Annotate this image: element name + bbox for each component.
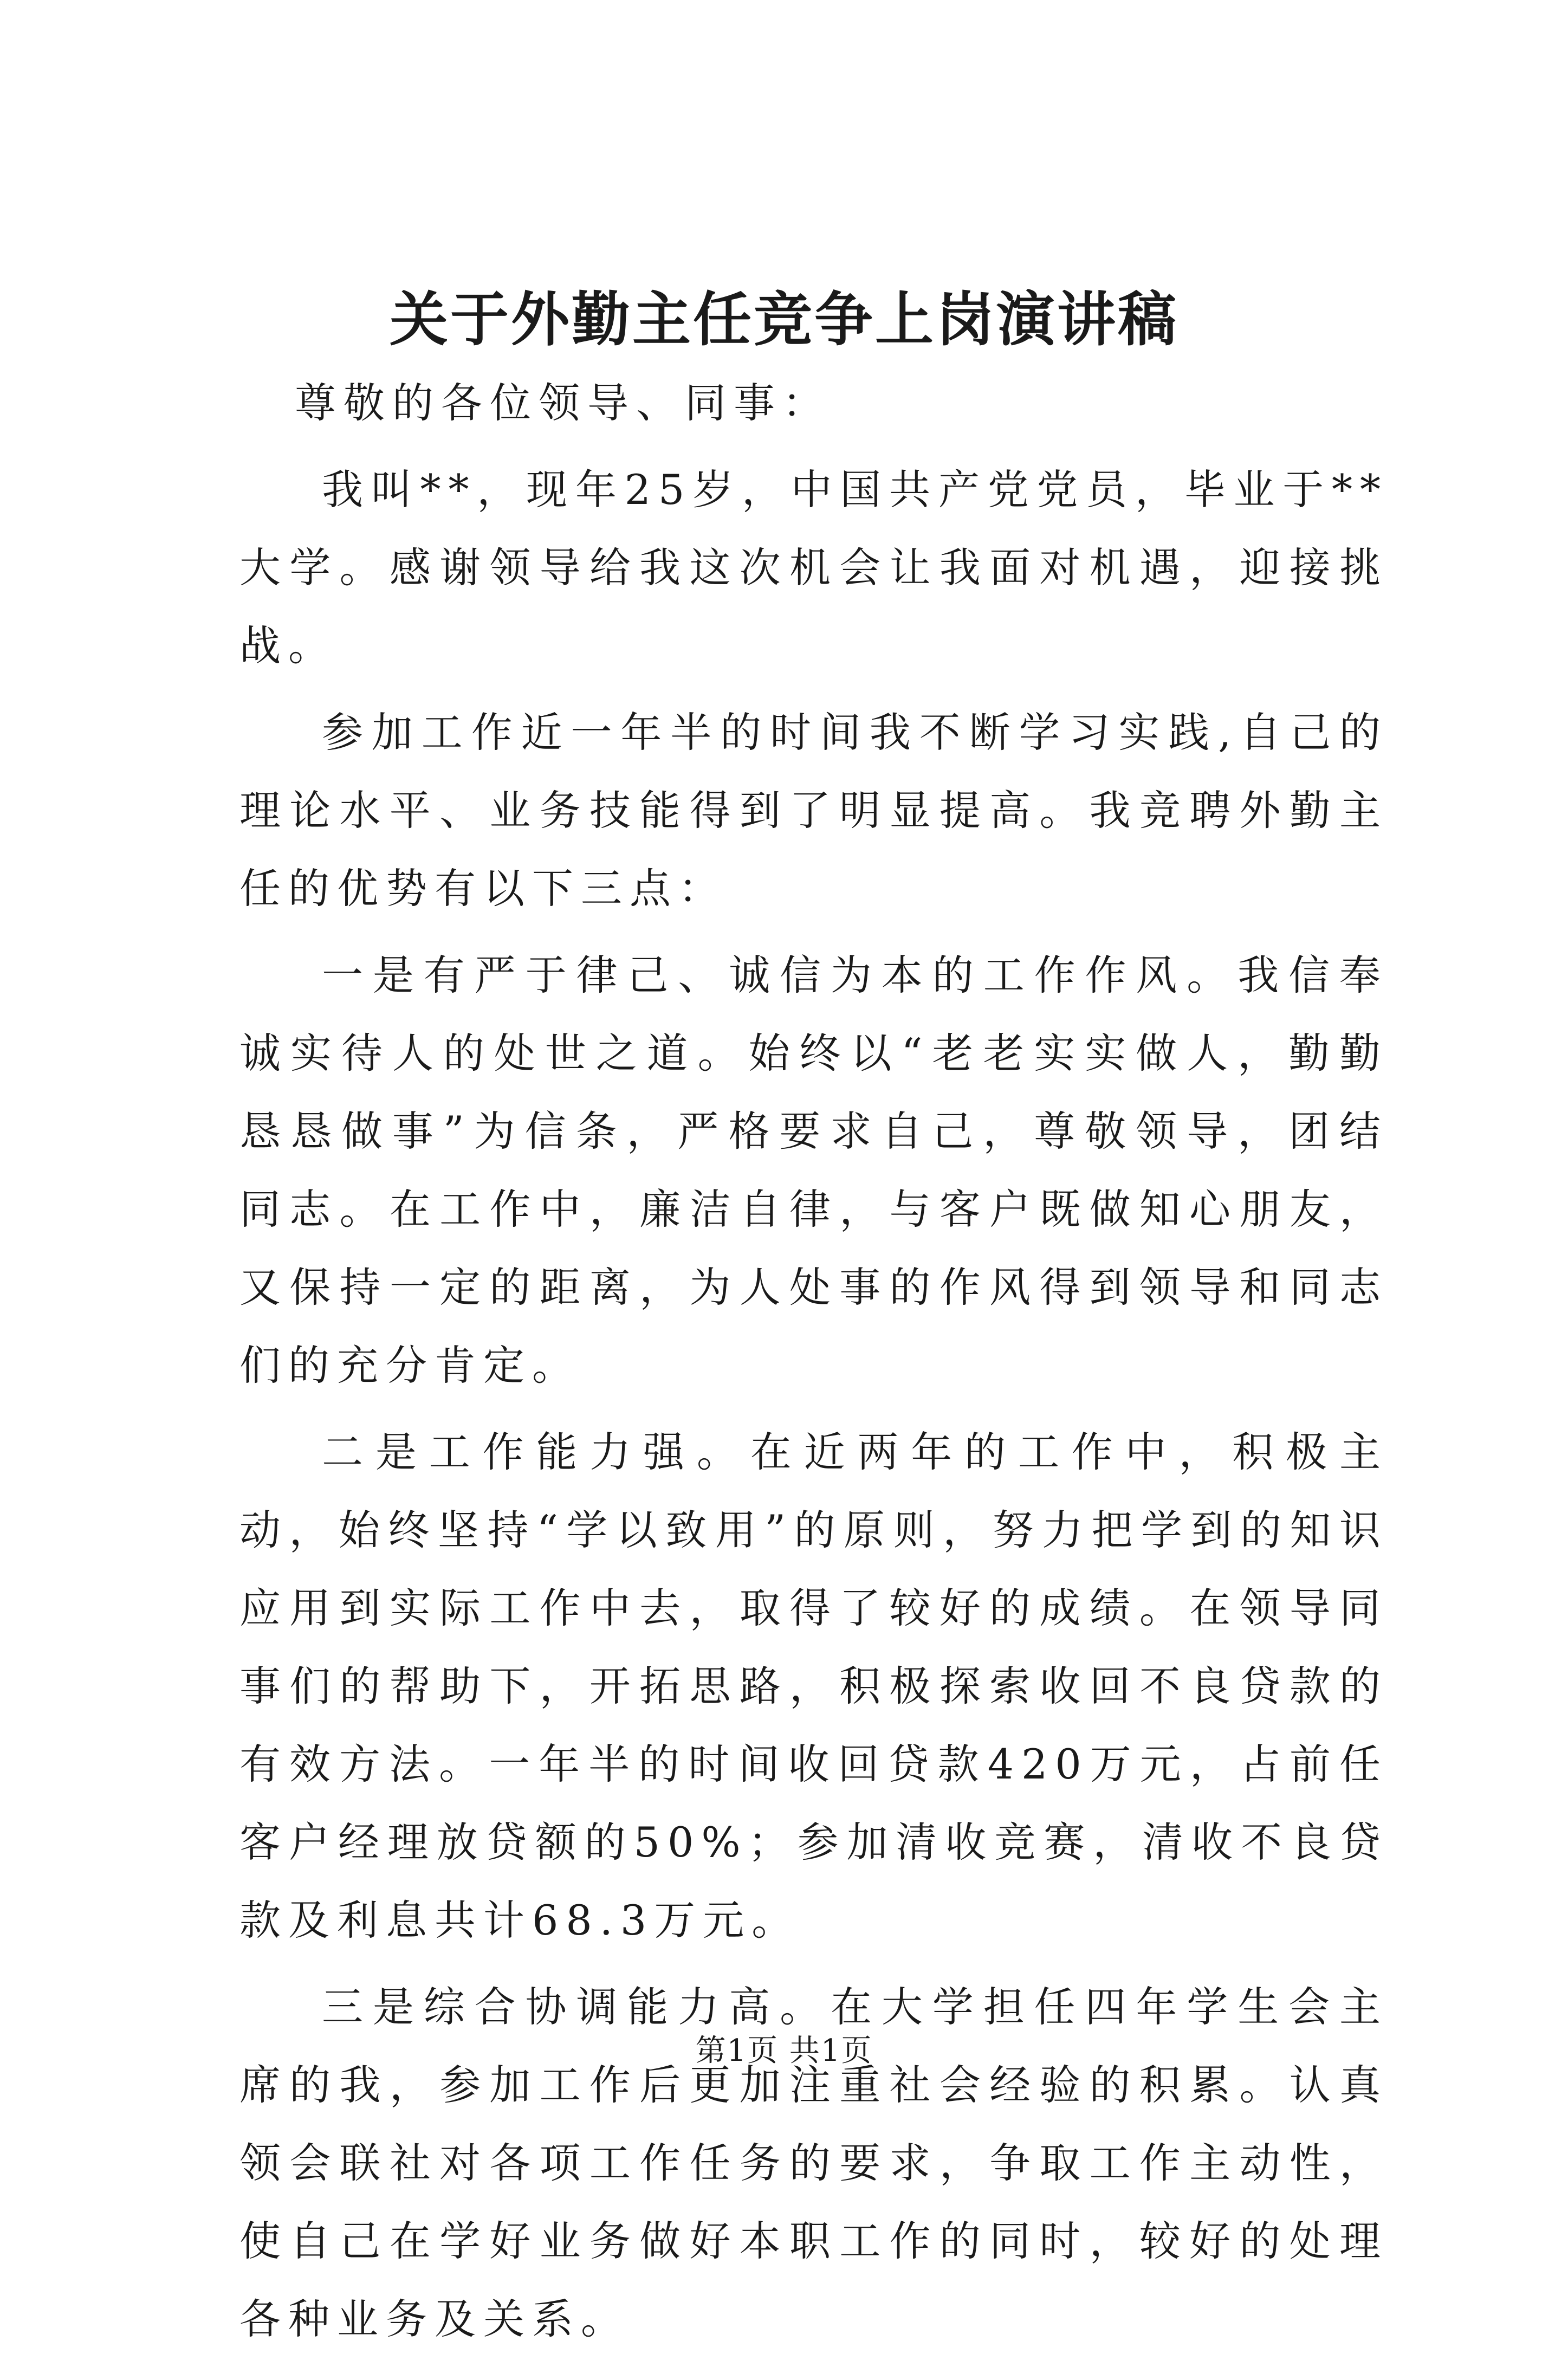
overview-paragraph: 参加工作近一年半的时间我不断学习实践,自己的理论水平、业务技能得到了明显提高。我竞聘外勤主任的优势有以下三点： (239, 708, 1388, 913)
intro-paragraph: 我叫**，现年25岁，中国共产党党员，毕业于**大学。感谢领导给我这次机会让我面对机遇，迎接挑战。 (239, 465, 1388, 670)
point-one-paragraph: 一是有严于律己、诚信为本的工作作风。我信奉诚实待人的处世之道。始终以“老老实实做人，勤勤恳恳做事”为信条，严格要求自己，尊敬领导，团结同志。在工作中，廉洁自律，与客户既做知心朋友，又保持一定的距离，为人处事的作风得到领导和同志们的充分肯定。 (239, 951, 1388, 1389)
page-number-footer: 第1页 共1页 (695, 2033, 873, 2068)
document-title: 关于外勤主任竞争上岗演讲稿 (389, 286, 1178, 354)
salutation-paragraph: 尊敬的各位领导、同事： (295, 379, 831, 427)
point-two-paragraph: 二是工作能力强。在近两年的工作中，积极主动，始终坚持“学以致用”的原则，努力把学到的知识应用到实际工作中去，取得了较好的成绩。在领导同事们的帮助下，开拓思路，积极探索收回不良贷款的有效方法。一年半的时间收回贷款420万元，占前任客户经理放贷额的50%；参加清收竞赛，清收不良贷款及利息共计68.3万元。 (239, 1428, 1388, 1944)
point-three-paragraph: 三是综合协调能力高。在大学担任四年学生会主席的我，参加工作后更加注重社会经验的积累。认真领会联社对各项工作任务的要求，争取工作主动性，使自己在学好业务做好本职工作的同时，较好的处理各种业务及关系。 (239, 1983, 1388, 2343)
